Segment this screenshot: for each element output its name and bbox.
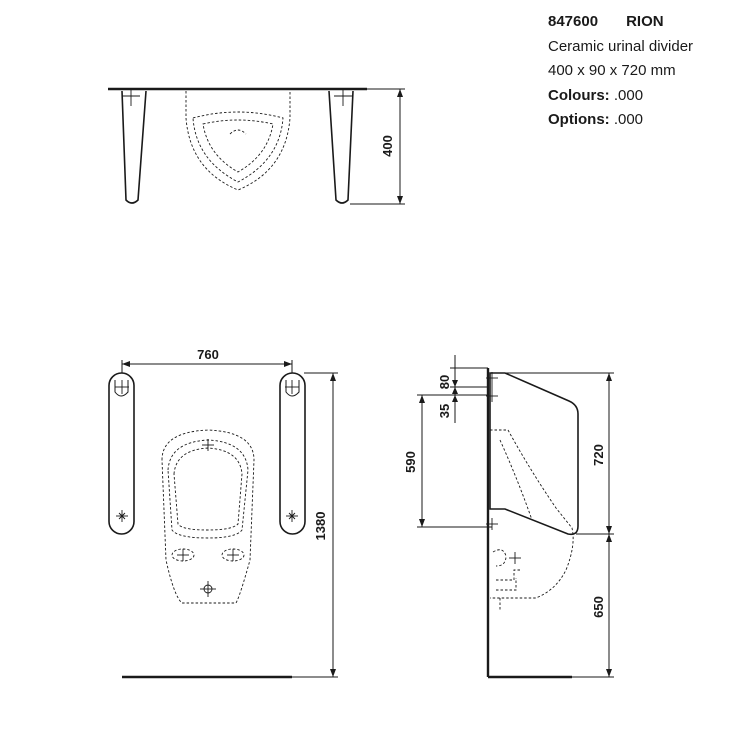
side-urinal-bowl-line <box>500 440 532 520</box>
front-divider-right <box>280 373 305 534</box>
dim-side-top-gap: 80 <box>437 374 452 390</box>
side-urinal-inlet <box>493 550 506 566</box>
product-description: Ceramic urinal divider <box>548 37 694 55</box>
plan-divider-right <box>329 91 353 203</box>
front-fixing-right-bottom-icon <box>286 510 298 522</box>
front-fixing-left-top-icon <box>115 380 129 394</box>
front-urinal-fixing-right-icon <box>227 549 239 561</box>
plan-fixing-left-icon <box>122 88 140 106</box>
product-dimensions: 400 x 90 x 720 mm <box>548 62 676 79</box>
front-urinal-outline <box>162 430 254 603</box>
dim-side-fixing-offset: 35 <box>437 403 452 419</box>
front-bracket-left <box>115 380 128 396</box>
options-label: Options: <box>548 111 610 128</box>
front-urinal-fixing-left-icon <box>177 549 189 561</box>
dim-side-floor-clearance: 650 <box>591 596 606 618</box>
front-divider-left <box>109 373 134 534</box>
plan-view <box>108 88 405 204</box>
side-view <box>403 355 614 677</box>
plan-urinal-outline <box>186 91 290 190</box>
front-view <box>109 347 338 677</box>
front-urinal-outlet-icon <box>200 581 216 597</box>
side-urinal-trap <box>496 570 522 580</box>
front-urinal-rim <box>168 440 248 538</box>
plan-divider-left <box>122 91 146 203</box>
side-divider-profile <box>490 373 578 534</box>
front-urinal-bowl <box>174 448 242 530</box>
front-fixing-right-top-icon <box>285 380 299 394</box>
plan-fixing-right-icon <box>334 88 352 106</box>
dim-side-divider-height: 720 <box>591 444 606 466</box>
front-urinal-top-fixing-icon <box>202 439 214 451</box>
plan-urinal-outlet <box>230 130 246 134</box>
side-urinal-outline <box>490 430 573 598</box>
side-dim-small-arrows <box>452 380 458 402</box>
dim-front-width: 760 <box>197 347 219 362</box>
front-fixing-left-bottom-icon <box>116 510 128 522</box>
product-code: 847600 <box>548 13 599 30</box>
colours-label: Colours: <box>548 86 610 104</box>
options-value: .000 <box>613 111 644 128</box>
dim-top-depth: 400 <box>380 135 395 157</box>
dim-side-fixing-span: 590 <box>403 451 418 473</box>
dim-front-height: 1380 <box>313 511 328 541</box>
colours-value: .000 <box>613 86 644 104</box>
side-urinal-fixing-icon <box>509 552 521 564</box>
front-bracket-right <box>286 380 299 396</box>
product-name: RION <box>626 13 664 30</box>
